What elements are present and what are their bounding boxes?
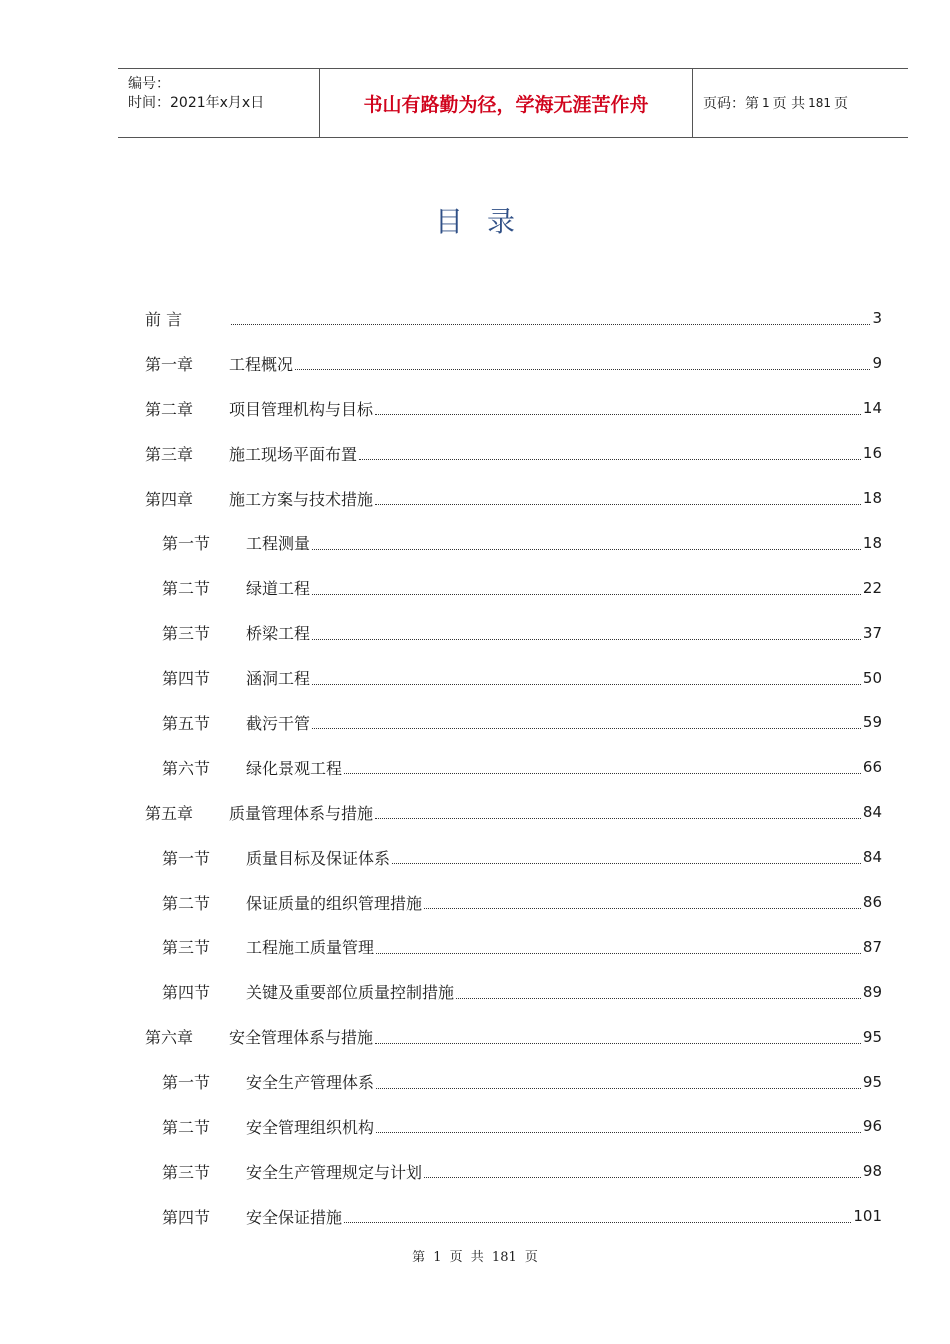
toc-leader-dots [359,458,861,460]
toc-entry-number: 第四节 [162,1207,211,1227]
toc-entry-page: 14 [862,399,882,418]
page-mid: 页 共 [772,96,806,112]
toc-entry-page: 84 [862,848,882,867]
toc-entry[interactable] [145,835,882,880]
toc-entry-number: 第五节 [162,713,211,733]
page-suffix: 页 [834,96,848,112]
page-header [118,68,908,138]
toc-entry-page: 98 [862,1162,882,1181]
header-page-info [693,69,908,137]
toc-entry-name: 工程概况 [229,354,294,374]
toc-entry-page: 50 [862,668,882,687]
toc-entry-label [145,1025,373,1048]
toc-entry-number: 第二节 [162,893,211,913]
page-total: 181 [808,96,831,110]
toc-entry-number: 第三节 [162,938,211,958]
toc-entry-name: 施工现场平面布置 [229,444,358,464]
toc-entry-name: 保证质量的组织管理措施 [246,893,423,913]
toc-entry[interactable] [145,610,882,655]
toc-entry-number: 第六节 [162,758,211,778]
toc-entry-label [145,352,293,375]
toc-entry-number: 第四节 [162,983,211,1003]
toc-entry-page: 9 [872,354,882,373]
toc-entry-label [145,487,373,510]
toc-entry-page: 18 [862,533,882,552]
page-current: 1 [762,96,770,110]
toc-leader-dots [344,1221,851,1223]
toc-entry-name: 桥梁工程 [246,624,311,644]
toc-entry-number: 第四章 [145,489,194,509]
toc-entry[interactable] [145,296,882,341]
toc-entry[interactable] [145,565,882,610]
toc-entry-label [145,442,357,465]
toc-entry[interactable] [145,520,882,565]
toc-entry-name: 工程施工质量管理 [246,938,375,958]
toc-entry-number: 前 言 [145,309,183,329]
toc-entry-name: 绿化景观工程 [246,758,343,778]
toc-entry-name: 绿道工程 [246,579,311,599]
toc-entry[interactable] [145,700,882,745]
toc-entry-page: 66 [862,758,882,777]
toc-entry-number: 第六章 [145,1028,194,1048]
table-of-contents [145,296,882,1239]
toc-entry-label [162,756,342,779]
toc-entry-number: 第二节 [162,1117,211,1137]
page-footer: 第 1 页 共 181 页 [412,1250,538,1265]
toc-entry[interactable] [145,1059,882,1104]
toc-entry-name: 安全保证措施 [246,1207,343,1227]
toc-entry-page: 59 [862,713,882,732]
toc-entry-page: 84 [862,803,882,822]
toc-entry-label [162,621,310,644]
toc-leader-dots [376,1087,861,1089]
toc-entry-name: 工程测量 [246,534,311,554]
toc-leader-dots [231,323,870,325]
toc-leader-dots [375,413,861,415]
toc-entry-page: 22 [862,578,882,597]
toc-entry-label [162,935,374,958]
toc-entry-number: 第五章 [145,803,194,823]
toc-leader-dots [344,772,861,774]
toc-leader-dots [376,1131,861,1133]
toc-entry-page: 95 [862,1027,882,1046]
toc-entry-page: 16 [862,444,882,463]
toc-entry-label [145,397,373,420]
toc-entry-label [145,307,229,330]
toc-entry-number: 第四节 [162,669,211,689]
toc-entry-name: 质量管理体系与措施 [229,803,374,823]
toc-entry-name: 安全管理体系与措施 [229,1028,374,1048]
toc-entry-number: 第二章 [145,399,194,419]
toc-leader-dots [392,862,861,864]
toc-entry-number: 第三节 [162,624,211,644]
time-label: 时间：2021年x月x日 [128,95,265,111]
toc-entry-page: 3 [872,309,882,328]
toc-entry-number: 第二节 [162,579,211,599]
toc-entry-page: 86 [862,893,882,912]
toc-entry[interactable] [145,476,882,521]
toc-entry-name: 安全生产管理体系 [246,1073,375,1093]
toc-leader-dots [375,1042,861,1044]
toc-leader-dots [375,503,861,505]
toc-entry-page: 87 [862,937,882,956]
toc-entry[interactable] [145,431,882,476]
toc-entry-number: 第一节 [162,848,211,868]
header-meta [118,69,320,137]
toc-entry-page: 95 [862,1072,882,1091]
toc-leader-dots [424,1176,861,1178]
toc-entry-name: 安全管理组织机构 [246,1117,375,1137]
toc-entry-name: 安全生产管理规定与计划 [246,1162,423,1182]
toc-entry-name: 截污干管 [246,713,311,733]
toc-entry-label [145,801,373,824]
toc-entry[interactable] [145,655,882,700]
toc-entry[interactable] [145,969,882,1014]
toc-entry-name: 质量目标及保证体系 [246,848,391,868]
toc-entry-page: 96 [862,1117,882,1136]
toc-entry-page: 18 [862,489,882,507]
toc-entry-number: 第三章 [145,444,194,464]
toc-leader-dots [456,997,861,999]
serial-label: 编号： [128,76,170,92]
toc-entry[interactable] [145,745,882,790]
toc-entry-page: 101 [853,1207,882,1226]
toc-entry-name: 涵洞工程 [246,669,311,689]
toc-entry-label [162,1205,342,1228]
toc-entry-label [162,980,454,1003]
toc-entry[interactable] [145,1104,882,1149]
toc-leader-dots [375,817,861,819]
toc-entry-label [162,1115,374,1138]
toc-entry-label [162,891,422,914]
toc-leader-dots [376,952,861,954]
toc-entry-label [162,576,310,599]
toc-entry-label [162,666,310,689]
page-title: 目录 [434,205,539,238]
toc-entry[interactable] [145,341,882,386]
toc-entry-name: 施工方案与技术措施 [229,489,374,509]
toc-entry-name: 关键及重要部位质量控制措施 [246,983,455,1003]
toc-entry-number: 第一章 [145,354,194,374]
toc-entry[interactable] [145,924,882,969]
toc-entry-label [162,711,310,734]
page-prefix: 页码：第 [703,96,759,112]
toc-entry[interactable] [145,1014,882,1059]
toc-entry-label [162,846,390,869]
toc-entry[interactable] [145,790,882,835]
toc-entry[interactable] [145,386,882,431]
toc-entry-label [162,531,310,554]
toc-entry-number: 第三节 [162,1162,211,1182]
motto-text: 书山有路勤为径，学海无涯苦作舟 [363,93,649,116]
toc-entry-label [162,1160,422,1183]
toc-entry-page: 37 [862,623,882,642]
toc-leader-dots [312,638,861,640]
toc-leader-dots [424,907,861,909]
toc-leader-dots [312,593,861,595]
toc-entry[interactable] [145,1194,882,1239]
toc-entry[interactable] [145,1149,882,1194]
toc-entry-page: 89 [862,982,882,1001]
toc-entry-number: 第一节 [162,534,211,554]
toc-entry[interactable] [145,880,882,925]
toc-entry-name: 项目管理机构与目标 [229,399,374,419]
toc-leader-dots [312,683,861,685]
header-motto [320,69,693,137]
toc-leader-dots [312,727,861,729]
toc-entry-number: 第一节 [162,1073,211,1093]
toc-leader-dots [295,368,870,370]
toc-entry-label [162,1070,374,1093]
toc-leader-dots [312,548,861,550]
